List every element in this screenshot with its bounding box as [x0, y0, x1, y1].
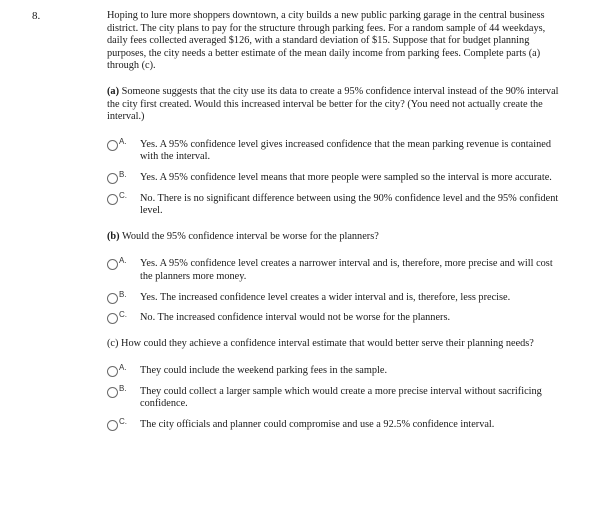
- radio-button[interactable]: [107, 173, 118, 184]
- option-text: They could include the weekend parking fees in the sample.: [140, 365, 388, 377]
- part-c-prompt-text: How could they achieve a confidence interval estimate that would better serve their planning needs?: [121, 337, 534, 349]
- option-letter: B.: [119, 289, 127, 299]
- radio-button[interactable]: [107, 194, 118, 205]
- option-letter: B.: [119, 383, 127, 393]
- option-letter: B.: [119, 169, 127, 179]
- radio-button[interactable]: [107, 366, 118, 377]
- option-letter: C.: [119, 310, 127, 320]
- option-text: They could collect a larger sample which would create a more precise interval without sacrificing confidence.: [140, 385, 542, 410]
- option-letter: C.: [119, 190, 127, 200]
- part-b-prompt: [107, 231, 567, 244]
- part-b: [107, 231, 567, 325]
- radio-button[interactable]: [107, 420, 118, 431]
- question-content: [107, 10, 567, 445]
- radio-button[interactable]: [107, 387, 118, 398]
- option-text: No. There is no significant difference between using the 90% confidence level and the 95% confident level.: [140, 192, 559, 217]
- part-b-option-b[interactable]: [107, 289, 567, 305]
- option-letter: A.: [119, 363, 127, 373]
- option-text: Yes. A 95% confidence level creates a narrower interval and is, therefore, more precise and will cost the planners more money.: [140, 258, 553, 282]
- part-a-label: (a): [107, 85, 120, 97]
- radio-button[interactable]: [107, 313, 118, 324]
- part-a-option-b[interactable]: [107, 169, 567, 185]
- part-a-option-a[interactable]: [107, 136, 567, 164]
- option-text: Yes. A 95% confidence level gives increased confidence that the mean parking revenue is contained with the interval.: [140, 138, 551, 163]
- part-b-option-c[interactable]: [107, 312, 567, 325]
- question-number: 8.: [32, 10, 41, 22]
- part-c-label: (c): [107, 337, 119, 349]
- option-letter: C.: [119, 417, 127, 427]
- option-text: Yes. The increased confidence level creates a wider interval and is, therefore, less precise.: [140, 291, 511, 303]
- part-c-option-a[interactable]: [107, 365, 567, 378]
- part-a: [107, 86, 567, 218]
- option-text: The city officials and planner could compromise and use a 92.5% confidence interval.: [140, 419, 495, 431]
- part-c-option-b[interactable]: [107, 383, 567, 411]
- part-b-prompt-text: Would the 95% confidence interval be worse for the planners?: [121, 230, 379, 242]
- option-text: Yes. A 95% confidence level means that more people were sampled so the interval is more accurate.: [140, 171, 552, 183]
- radio-button[interactable]: [107, 140, 118, 151]
- question-intro: Hoping to lure more shoppers downtown, a city builds a new public parking garage in the central business district. The city plans to pay for the structure through parking fees. For a random sample of 44 weekdays, daily fees collected averaged $126, with a standard deviation of $15. Suppose that for budget planning purposes, the city needs a better estimate of the mean daily income from parking fees. Complete parts (a) through (c).: [107, 10, 546, 72]
- part-c-prompt: [107, 338, 567, 351]
- part-c: [107, 338, 567, 432]
- part-a-prompt-text: Someone suggests that the city use its data to create a 95% confidence interval instead of the 90% interval the city first created. Would this increased interval be better for the city? (You need not actually create the interval.): [107, 85, 559, 123]
- part-b-option-a[interactable]: [107, 258, 567, 283]
- option-text: No. The increased confidence interval would not be worse for the planners.: [140, 312, 451, 324]
- option-letter: A.: [119, 136, 127, 146]
- part-c-option-c[interactable]: [107, 419, 567, 432]
- part-a-prompt: [107, 86, 567, 124]
- option-letter: A.: [119, 256, 127, 266]
- part-a-option-c[interactable]: [107, 190, 567, 218]
- part-b-label: (b): [107, 230, 120, 242]
- radio-button[interactable]: [107, 259, 118, 270]
- radio-button[interactable]: [107, 293, 118, 304]
